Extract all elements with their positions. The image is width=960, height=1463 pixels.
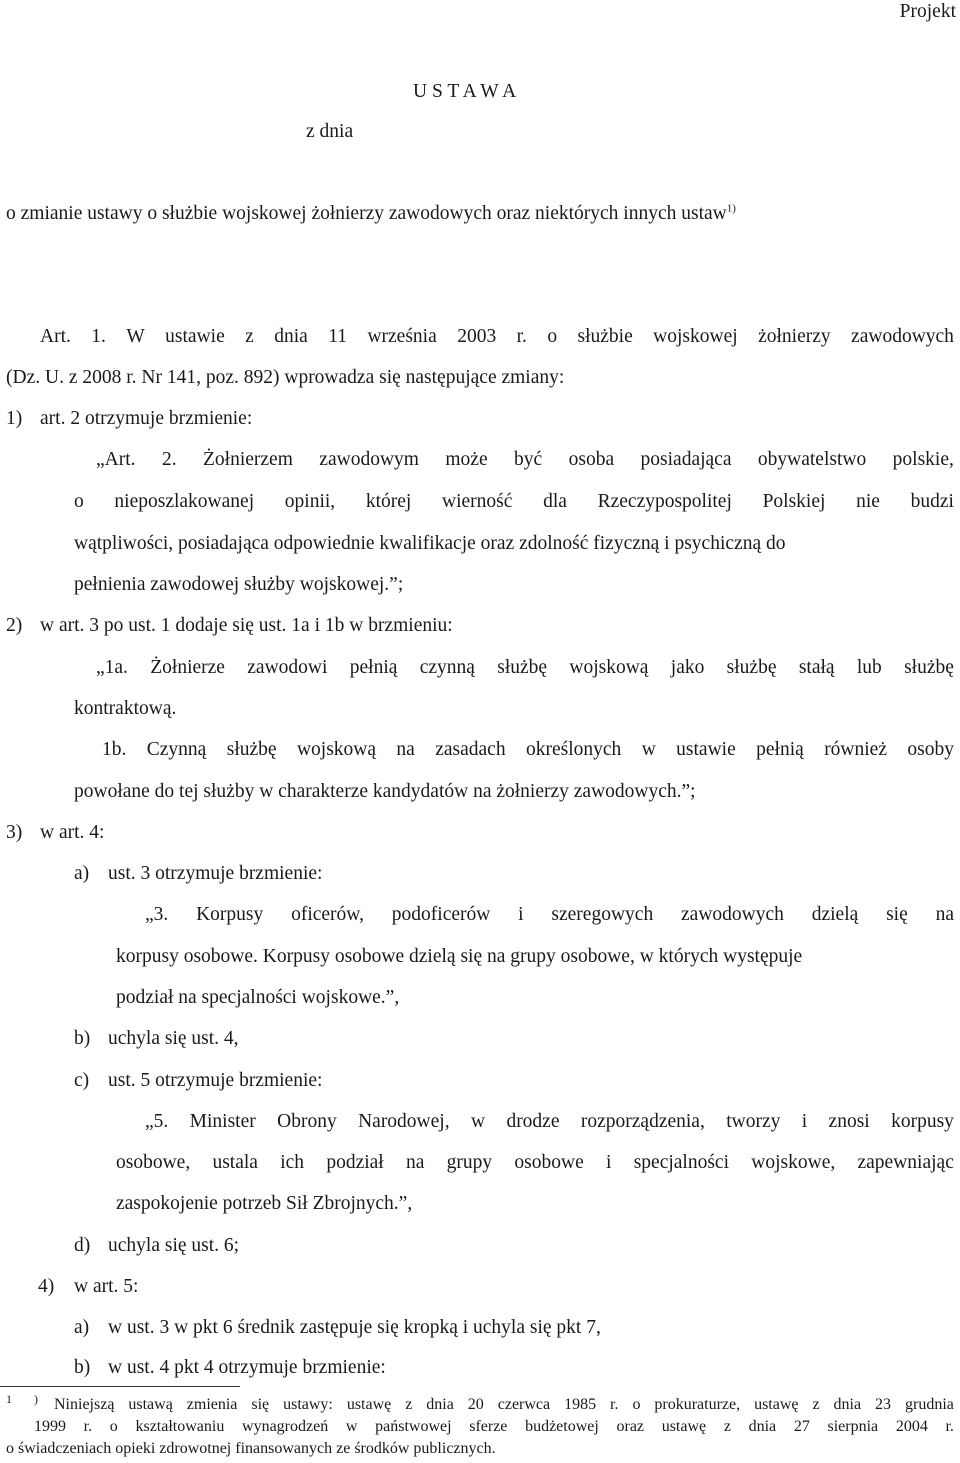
word: rozporządzenia, [580, 1111, 705, 1132]
word: podział [326, 1152, 384, 1173]
word: osoba [568, 449, 615, 470]
word: kształtowaniu [135, 1418, 225, 1435]
point-4b-text: w ust. 4 pkt 4 otrzymuje brzmienie: [108, 1357, 386, 1378]
point-2-number: 2) [6, 615, 23, 636]
word: 27 [793, 1418, 810, 1435]
word: posiadająca [640, 449, 732, 470]
project-label: Projekt [899, 1, 956, 22]
word: w [470, 1111, 486, 1132]
point-3c-text: ust. 5 otrzymuje brzmienie: [108, 1070, 323, 1091]
ust-1b-line-1 [102, 740, 954, 760]
word: ustawy: [283, 1396, 333, 1413]
word: na [935, 904, 954, 925]
word: W [126, 326, 145, 347]
word: 2004 [895, 1418, 928, 1435]
word: jako [670, 657, 705, 678]
word: r. [945, 1418, 954, 1435]
word: r. [516, 326, 527, 347]
act-date-line: z dnia [306, 121, 354, 142]
word: z [245, 326, 254, 347]
word: nieposzlakowanej [114, 491, 255, 512]
word: specjalności [633, 1152, 730, 1173]
word: „3. [145, 904, 169, 925]
footnote-separator [0, 1386, 240, 1387]
word: września [367, 326, 437, 347]
point-4-text: w art. 5: [74, 1276, 139, 1297]
word: wojskową [569, 657, 649, 678]
word: której [365, 491, 412, 512]
word: być [514, 449, 543, 470]
art-1-line-2: (Dz. U. z 2008 r. Nr 141, poz. 892) wprowadza się następujące zmiany: [6, 367, 565, 388]
word: zawodowi [247, 657, 328, 678]
point-3d-letter: d) [74, 1235, 91, 1256]
word: osobowe, [116, 1152, 191, 1173]
word: służbie [577, 326, 633, 347]
word: zawodowych [681, 904, 784, 925]
word: i [518, 904, 524, 925]
word: sferze [469, 1418, 508, 1435]
word: drodze [506, 1111, 560, 1132]
word: dla [543, 491, 567, 512]
word: szeregowych [551, 904, 654, 925]
act-subject [6, 204, 736, 224]
ust-3-line-1 [145, 905, 954, 925]
word: „1a. [96, 657, 128, 678]
word: dnia [748, 1418, 777, 1435]
word: o [74, 491, 84, 512]
word: wojskową [296, 739, 377, 760]
word: 20 [467, 1396, 484, 1413]
footnote-mark: ) [34, 1392, 38, 1406]
word: na [405, 1152, 425, 1173]
word: 1. [91, 326, 106, 347]
word: prokuraturze, [654, 1396, 741, 1413]
word: służbę [726, 657, 777, 678]
word: znosi [828, 1111, 870, 1132]
word: ustawę [661, 1418, 707, 1435]
word: podoficerów [391, 904, 491, 925]
ust-5-line-2 [116, 1153, 954, 1173]
word: czerwca [497, 1396, 551, 1413]
point-4a-text: w ust. 3 w pkt 6 średnik zastępuje się kropką i uchyla się pkt 7, [108, 1317, 601, 1338]
point-1-text: art. 2 otrzymuje brzmienie: [40, 408, 253, 429]
word: służbę [904, 657, 954, 678]
point-4a-letter: a) [74, 1317, 90, 1338]
word: wojskowej [653, 326, 738, 347]
word: Żołnierze [150, 657, 225, 678]
word: wierność [442, 491, 513, 512]
word: na [396, 739, 415, 760]
word: ich [280, 1152, 305, 1173]
word: Minister [189, 1111, 256, 1132]
word: z [405, 1396, 413, 1413]
ust-3-line-2: korpusy osobowe. Korpusy osobowe dzielą się na grupy osobowe, w których występuje [116, 946, 803, 967]
word: w [345, 1418, 358, 1435]
word: obywatelstwo [757, 449, 867, 470]
word: Narodowej, [358, 1111, 450, 1132]
word: Niniejszą [54, 1396, 115, 1413]
footnote-line-2 [34, 1419, 954, 1435]
art-2-line-3: wątpliwości, posiadająca odpowiednie kwalifikacje oraz zdolność fizyczną i psychiczną do [74, 533, 786, 554]
word: ustawie [676, 739, 736, 760]
act-subject-text: o zmianie ustawy o służbie wojskowej żołnierzy zawodowych oraz niektórych innych ustaw [6, 203, 727, 224]
art-1-line-1 [40, 327, 954, 347]
word: zmienia [186, 1396, 238, 1413]
word: o [547, 326, 558, 347]
word: wynagrodzeń [242, 1418, 329, 1435]
point-3a-letter: a) [74, 863, 90, 884]
word: Czynną [146, 739, 207, 760]
point-3-text: w art. 4: [40, 822, 105, 843]
word: o [109, 1418, 118, 1435]
word: o [632, 1396, 641, 1413]
word: korpusy [891, 1111, 954, 1132]
point-3b-letter: b) [74, 1028, 91, 1049]
word: r. [83, 1418, 93, 1435]
ust-1a-line-2: kontraktową. [74, 698, 177, 719]
point-3a-text: ust. 3 otrzymuje brzmienie: [108, 863, 323, 884]
word: r. [610, 1396, 619, 1413]
word: dnia [274, 326, 308, 347]
word: osoby [907, 739, 954, 760]
word: służbę [497, 657, 548, 678]
word: Rzeczypospolitej [597, 491, 732, 512]
word: opinii, [284, 491, 336, 512]
word: państwowej [375, 1418, 452, 1435]
ust-5-line-3: zaspokojenie potrzeb Sił Zbrojnych.”, [116, 1193, 413, 1214]
word: 1999 [34, 1418, 66, 1435]
word: ustawie [165, 326, 225, 347]
word: zapewniając [857, 1152, 954, 1173]
word: może [445, 449, 488, 470]
word: 2. [161, 449, 177, 470]
point-1-number: 1) [6, 408, 23, 429]
point-4b-letter: b) [74, 1357, 91, 1378]
word: sierpnia [827, 1418, 879, 1435]
word: tworzy [726, 1111, 781, 1132]
word: zawodowych [851, 326, 954, 347]
word: ustawę [754, 1396, 799, 1413]
point-3b-text: uchyla się ust. 4, [108, 1028, 239, 1049]
word: ustala [212, 1152, 258, 1173]
point-2-text: w art. 3 po ust. 1 dodaje się ust. 1a i 1b w brzmieniu: [40, 615, 453, 636]
art-2-line-1 [96, 450, 954, 470]
word: żołnierzy [758, 326, 831, 347]
art-2-line-2 [74, 492, 954, 512]
word: 1985 [564, 1396, 597, 1413]
ust-1a-line-1 [96, 658, 954, 678]
word: dnia [426, 1396, 454, 1413]
word: dzielą [811, 904, 859, 925]
word: 1b. [102, 739, 127, 760]
word: grupy [446, 1152, 493, 1173]
word: 2003 [457, 326, 497, 347]
word: i [606, 1152, 612, 1173]
word: nie [856, 491, 880, 512]
point-3d-text: uchyla się ust. 6; [108, 1235, 240, 1256]
act-title: U S T A W A [413, 81, 517, 102]
point-3-number: 3) [6, 822, 23, 843]
word: również [824, 739, 887, 760]
word: zasadach [435, 739, 506, 760]
word: grudnia [904, 1396, 954, 1413]
art-2-line-4: pełnienia zawodowej służby wojskowej.”; [74, 574, 404, 595]
word: z [723, 1418, 731, 1435]
word: Polskiej [762, 491, 826, 512]
word: 11 [328, 326, 348, 347]
ust-1b-line-2: powołane do tej służby w charakterze kandydatów na żołnierzy zawodowych.”; [74, 781, 696, 802]
word: wojskowe, [751, 1152, 836, 1173]
word: 23 [875, 1396, 892, 1413]
word: służbę [226, 739, 277, 760]
word: oraz [616, 1418, 645, 1435]
word: budżetowej [525, 1418, 599, 1435]
word: dnia [833, 1396, 862, 1413]
word: pełnią [349, 657, 398, 678]
footnote-line-3: o świadczeniach opieki zdrowotnej finansowanych ze środków publicznych. [6, 1440, 496, 1457]
word: Korpusy [196, 904, 264, 925]
word: lub [856, 657, 882, 678]
word: zawodowym [319, 449, 419, 470]
word: „5. [145, 1111, 169, 1132]
word: ustawą [128, 1396, 173, 1413]
word: Art. [40, 326, 71, 347]
footnote-line-1 [54, 1397, 954, 1413]
word: osobowe [514, 1152, 584, 1173]
word: Obrony [277, 1111, 337, 1132]
word: polskie, [892, 449, 954, 470]
word: stałą [798, 657, 835, 678]
word: w [641, 739, 656, 760]
word: się [251, 1396, 270, 1413]
word: się [886, 904, 908, 925]
point-4-number: 4) [38, 1276, 55, 1297]
word: „Art. [96, 449, 136, 470]
word: i [801, 1111, 808, 1132]
word: pełnią [756, 739, 804, 760]
word: określonych [525, 739, 622, 760]
word: oficerów, [291, 904, 364, 925]
word: czynną [419, 657, 475, 678]
point-3c-letter: c) [74, 1070, 90, 1091]
footnote-number: 1 [6, 1392, 12, 1406]
footnote-reference: 1) [726, 202, 736, 215]
ust-5-line-1 [145, 1112, 954, 1132]
word: budzi [910, 491, 954, 512]
word: z [812, 1396, 820, 1413]
ust-3-line-3: podział na specjalności wojskowe.”, [116, 987, 400, 1008]
word: ustawę [346, 1396, 392, 1413]
word: Żołnierzem [203, 449, 293, 470]
